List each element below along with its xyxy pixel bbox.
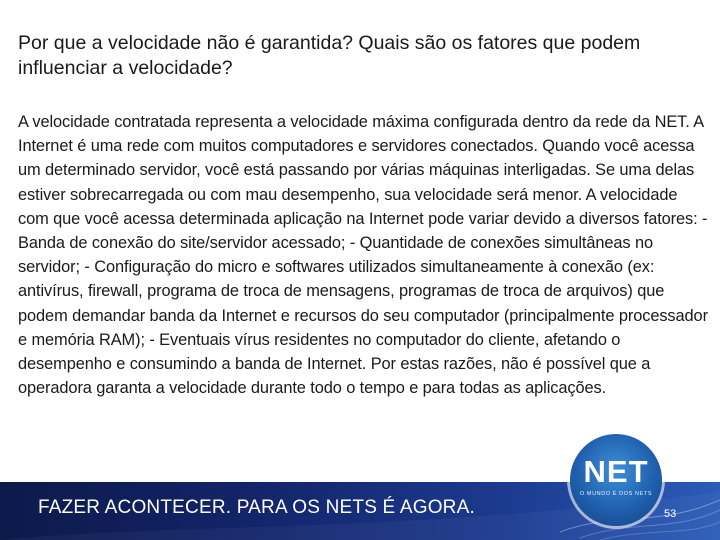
logo-tagline: O MUNDO É DOS NETS xyxy=(579,491,653,497)
footer-slogan: FAZER ACONTECER. PARA OS NETS É AGORA. xyxy=(38,497,475,518)
net-logo xyxy=(570,434,662,526)
slide-body-text: A velocidade contratada representa a velocidade máxima configurada dentro da rede da NET. A Internet é uma rede com muitos computadores e servidores conectados. Quando você acessa um determinado servidor, você está passando por várias máquinas interligadas. Se uma delas estiver sobrecarregada ou com mau desempenho, sua velocidade será menor. A velocidade com que você acessa determinada aplicação na Internet pode variar devido a diversos fatores: - Banda de conexão do site/servidor acessado; - Quantidade de conexões simultâneas no servidor; - Configuração do micro e softwares utilizados simultaneamente à conexão (ex: antivírus, firewall, programa de troca de mensagens, programas de troca de arquivos) que podem demandar banda da Internet e recursos do seu computador (principalmente processador e memória RAM); - Eventuais vírus residentes no computador do cliente, afetando o desempenho e consumindo a banda de Internet. Por estas razões, não é possível que a operadora garanta a velocidade durante todo o tempo e para todas as aplicações. xyxy=(18,113,708,398)
slide-title: Por que a velocidade não é garantida? Quais são os fatores que podem influenciar a velocidade? xyxy=(18,32,641,79)
logo-wordmark: NET xyxy=(583,454,649,489)
page-number: 53 xyxy=(664,508,677,520)
